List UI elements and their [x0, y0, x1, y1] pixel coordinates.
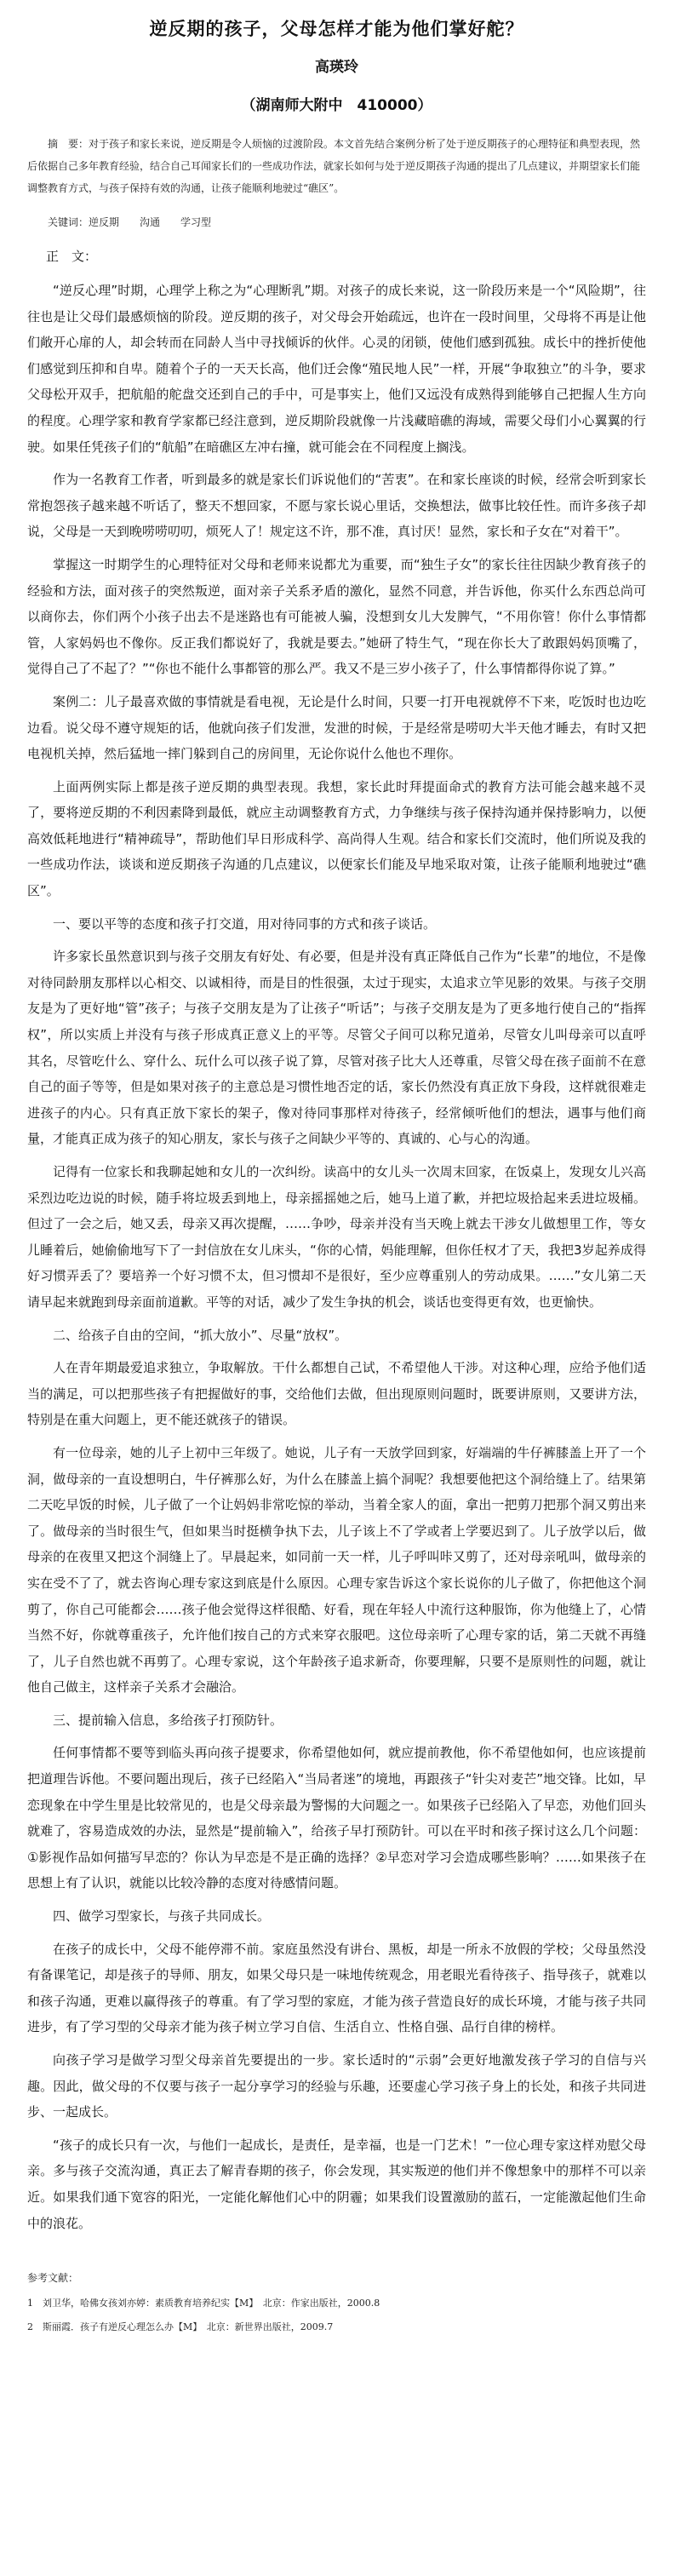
article-abstract: 摘 要：对于孩子和家长来说，逆反期是令人烦恼的过渡阶段。本文首先结合案例分析了处于逆反期孩子的心理特征和典型表现，然后依据自己多年教育经验，结合自己耳闻家长们的一些成功作法，就家长如何与处于逆反期孩子沟通的提出了几点建议，并期望家长们能调整教育方式，与孩子保持有效的沟通，让孩子能顺利地驶过“礁区”。	[27, 138, 641, 194]
body-paragraph: 人在青年期最爱追求独立，争取解放。干什么都想自己试，不希望他人干涉。对这种心理，应给予他们适当的满足，可以把那些孩子有把握做好的事，交给他们去做，但出现原则问题时，既要讲原则，又要讲方法，特别是在重大问题上，更不能还就孩子的错误。	[27, 1360, 646, 1428]
article-author: 高瑛玲	[315, 59, 358, 76]
article-body	[27, 278, 646, 2236]
article-affiliation: （湖南师大附中 410000）	[241, 97, 432, 114]
section-heading: 四、做学习型家长，与孩子共同成长。	[53, 1908, 271, 1925]
body-paragraph: 向孩子学习是做学习型父母亲首先要提出的一步。家长适时的“示弱”会更好地激发孩子学习的自信与兴趣。因此，做父母的不仅要与孩子一起分享学习的经验与乐趣，还要虚心学习孩子身上的长处，和孩子共同进步、一起成长。	[27, 2052, 646, 2120]
references-heading: 参考文献：	[27, 2272, 79, 2285]
article-keywords: 关键词：逆反期 沟通 学习型	[48, 216, 212, 228]
references-list	[27, 2295, 646, 2336]
body-paragraph: 掌握这一时期学生的心理特征对父母和老师来说都尤为重要，而“独生子女”的家长往往因缺少教育孩子的经验和方法，面对孩子的突然叛逆，面对亲子关系矛盾的激化，显然不同意，并告诉他，你买什么东西总尚可以商你去，你们两个小孩子出去不是迷路也有可能被人骗，没想到女儿大发脾气，“不用你管！你什么事情都管，人家妈妈也不像你。反正我们都说好了，我就是要去。”她研了特生气，“现在你长大了敢跟妈妈顶嘴了，觉得自己了不起了？”“你也不能什么事都管的那么严。我又不是三岁小孩子了，什么事情都得你说了算。”	[27, 556, 646, 677]
body-paragraph: 许多家长虽然意识到与孩子交朋友有好处、有必要，但是并没有真正降低自己作为“长辈”的地位，不是像对待同龄朋友那样以心相交、以诚相待，而是目的性很强，太过于现实，太追求立竿见影的效果。与孩子交朋友是为了更好地“管”孩子；与孩子交朋友是为了让孩子“听话”；与孩子交朋友是为了更多地行使自己的“指挥权”，所以实质上并没有与孩子形成真正意义上的平等。尽管父子间可以称兄道弟，尽管女儿叫母亲可以直呼其名，尽管吃什么、穿什么、玩什么可以孩子说了算，尽管对孩子比大人还尊重，尽管父母在孩子面前不在意自己的面子等等，但是如果对孩子的主意总是习惯性地否定的话，家长仍然没有真正放下身段，这样就很难走进孩子的内心。只有真正放下家长的架子，像对待同事那样对待孩子，经常倾听他们的想法，遇事与他们商量，才能真正成为孩子的知心朋友，家长与孩子之间缺少平等的、真诚的、心与心的沟通。	[27, 949, 646, 1147]
reference-item: 2 斯丽霞．孩子有逆反心理怎么办【M】 北京：新世界出版社，2009.7	[27, 2321, 334, 2333]
section-heading: 一、要以平等的态度和孩子打交道，用对待同事的方式和孩子谈话。	[53, 915, 437, 932]
section-heading: 二、给孩子自由的空间，“抓大放小”、尽量“放权”。	[53, 1327, 348, 1343]
body-paragraph: 上面两例实际上都是孩子逆反期的典型表现。我想，家长此时拜提面命式的教育方法可能会越来越不灵了，要将逆反期的不利因素降到最低，就应主动调整教育方式，力争继续与孩子保持沟通并保持影响力，以便高效低耗地进行“精神疏导”，帮助他们早日形成科学、高尚得人生观。结合和家长们交流时，他们所说及我的一些成功作法，谈谈和逆反期孩子沟通的几点建议，以便家长们能及早地采取对策，让孩子能顺利地驶过“礁区”。	[27, 778, 646, 899]
body-paragraph: 作为一名教育工作者，听到最多的就是家长们诉说他们的“苦衷”。在和家长座谈的时候，经常会听到家长常抱怨孩子越来越不听话了，整天不想回家，不愿与家长说心里话，交换想法，做事比较任性。而许多孩子却说，父母是一天到晚唠唠叨叨，烦死人了！规定这不许，那不准，真讨厌！显然，家长和子女在“对着干”。	[27, 472, 646, 540]
reference-item: 1 刘卫华，哈佛女孩刘亦婷：素质教育培养纪实【M】 北京：作家出版社，2000.8	[27, 2298, 380, 2309]
body-paragraph: 任何事情都不要等到临头再向孩子提要求，你希望他如何，就应提前教他，你不希望他如何，也应该提前把道理告诉他。不要问题出现后，孩子已经陷入“当局者迷”的境地，再跟孩子“针尖对麦芒”地交锋。比如，早恋现象在中学生里是比较常见的，也是父母亲最为警惕的大问题之一。如果孩子已经陷入了早恋，劝他们回头就难了，容易造成效的办法，显然是“提前输入”，给孩子早打预防针。可以在平时和孩子探讨这么几个问题：①影视作品如何描写早恋的？你认为早恋是不是正确的选择？②早恋对学习会造成哪些影响？……如果孩子在思想上有了认识，就能以比较冷静的态度对待感情问题。	[27, 1745, 646, 1891]
body-paragraph: 记得有一位家长和我聊起她和女儿的一次纠纷。读高中的女儿头一次周末回家，在饭桌上，发现女儿兴高采烈边吃边说的时候，随手将垃圾丢到地上，母亲摇摇她之后，她马上道了歉，并把垃圾拾起来丢进垃圾桶。但过了一会之后，她又丢，母亲又再次提醒，……争吵，母亲并没有当天晚上就去干涉女儿做想里工作，等女儿睡着后，她偷偷地写下了一封信放在女儿床头，“你的心情，妈能理解，但你任权才了天，我把3岁起养成得好习惯弄丢了？要培养一个好习惯不太，但习惯却不是很好，至少应尊重别人的劳动成果。……”女儿第二天请早起来就跑到母亲面前道歉。平等的对话，减少了发生争执的机会，谈话也变得更有效，也更愉快。	[27, 1164, 646, 1310]
body-paragraph: “孩子的成长只有一次，与他们一起成长，是责任，是幸福，也是一门艺术！”一位心理专家这样劝慰父母亲。多与孩子交流沟通，真正去了解青春期的孩子，你会发现，其实叛逆的他们并不像想象中的那样不可以亲近。如果我们通下宽容的阳光，一定能化解他们心中的阴霾；如果我们设置激励的蓝石，一定能激起他们生命中的浪花。	[27, 2137, 646, 2231]
article-title: 逆反期的孩子，父母怎样才能为他们掌好舵？	[149, 19, 524, 39]
section-heading: 三、提前输入信息，多给孩子打预防针。	[53, 1712, 283, 1728]
body-paragraph: 案例二：儿子最喜欢做的事情就是看电视，无论是什么时间，只要一打开电视就停不下来，吃饭时也边吃边看。说父母不遵守规矩的话，他就向孩子们发泄，发泄的时候，于是经常是唠叨大半天他才睡去，有时又把电视机关掉，然后猛地一摔门躲到自己的房间里，无论你说什么他也不理你。	[27, 693, 646, 762]
body-paragraph: 有一位母亲，她的儿子上初中三年级了。她说，儿子有一天放学回到家，好端端的牛仔裤膝盖上开了一个洞，做母亲的一直设想明白，牛仔裤那么好，为什么在膝盖上搞个洞呢？我想要他把这个洞给缝上了。结果第二天吃早饭的时候，儿子做了一个让妈妈非常吃惊的举动，当着全家人的面，拿出一把剪刀把那个洞又剪出来了。做母亲的当时很生气，但如果当时挺横争执下去，儿子该上不了学或者上学要迟到了。儿子放学以后，做母亲的在夜里又把这个洞缝上了。早晨起来，如同前一天一样，儿子呼叫咔又剪了，还对母亲吼叫，做母亲的实在受不了了，就去咨询心理专家这到底是什么原因。心理专家告诉这个家长说你的儿子做了，你把他这个洞剪了，你自己可能都会……孩子他会觉得这样很酷、好看，现在年轻人中流行这种服饰，你为他缝上了，心情当然不好，你就尊重孩子，允许他们按自己的方式来穿衣服吧。这位母亲听了心理专家的话，第二天就不再缝了，儿子自然也就不再剪了。心理专家说，这个年龄孩子追求新奇，你要理解，只要不是原则性的问题，就让他自己做主，这样亲子关系才会融洽。	[27, 1444, 646, 1695]
body-paragraph: “逆反心理”时期，心理学上称之为“心理断乳”期。对孩子的成长来说，这一阶段历来是一个“风险期”，往往也是让父母们最感烦恼的阶段。逆反期的孩子，对父母会开始疏远，也许在一段时间里，父母将不再是让他们敞开心扉的人，却会转而在同龄人当中寻找倾诉的伙伴。心灵的闭锁，使他们感到孤独。成长中的挫折使他们感觉到压抑和自卑。随着个子的一天天长高，他们迁会像“殖民地人民”一样，开展“争取独立”的斗争，要求父母松开双手，把航船的舵盘交还到自己的手中，可是事实上，他们又远没有成熟得到能够自己把握人生方向的程度。心理学家和教育学家都已经注意到，逆反期阶段就像一片浅藏暗礁的海域，需要父母们小心翼翼的行驶。如果任凭孩子们的“航船”在暗礁区左冲右撞，就可能会在不同程度上搁浅。	[27, 283, 646, 455]
body-paragraph: 在孩子的成长中，父母不能停滞不前。家庭虽然没有讲台、黑板，却是一所永不放假的学校；父母虽然没有备课笔记，却是孩子的导师、朋友，如果父母只是一味地传统观念，用老眼光看待孩子、指导孩子，就难以和孩子沟通，更难以赢得孩子的尊重。有了学习型的家庭，才能为孩子营造良好的成长环境，才能与孩子共同进步，有了学习型的父母亲才能为孩子树立学习自信、生活自立、性格自强、品行自律的榜样。	[27, 1941, 646, 2035]
body-heading: 正 文：	[46, 249, 98, 264]
